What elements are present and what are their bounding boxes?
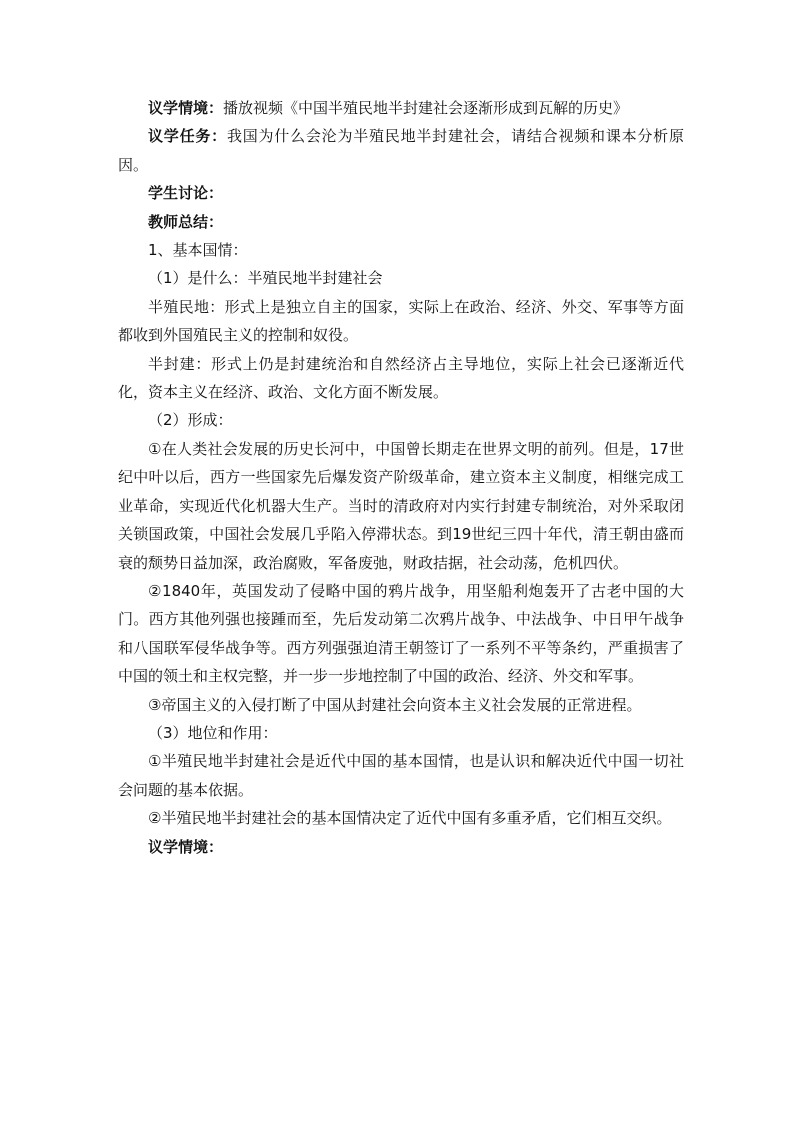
teacher-summary-heading: 教师总结： (148, 212, 224, 231)
formation-paragraph-2: ②1840年，英国发动了侵略中国的鸦片战争，用坚船利炮轰开了古老中国的大门。西方其他列强也接踵而至，先后发动第二次鸦片战争、中法战争、中日甲午战争和八国联军侵华战争等。西方列强强迫清王朝签订了一系列不平等条约，严重损害了中国的领土和主权完整，并一步一步地控制了中国的政治、经济、外交和军事。 (118, 581, 684, 686)
semi-feudal-paragraph: 半封建：形式上仍是封建统治和自然经济占主导地位，实际上社会已逐渐近代化，资本主义在经济、政治、文化方面不断发展。 (118, 354, 684, 402)
task-paragraph (118, 122, 684, 179)
task-label: 议学任务： (148, 127, 227, 146)
scenario-2-heading: 议学情境： (148, 837, 224, 856)
formation-heading: （2）形成： (148, 411, 233, 430)
scenario-text: 播放视频《中国半殖民地半封建社会逐渐形成到瓦解的历史》 (223, 99, 629, 117)
basic-condition-heading: 1、基本国情： (148, 241, 248, 260)
scenario-paragraph (118, 94, 684, 122)
formation-paragraph-3: ③帝国主义的入侵打断了中国从封建社会向资本主义社会发展的正常进程。 (148, 695, 642, 714)
role-paragraph-1: ①半殖民地半封建社会是近代中国的基本国情，也是认识和解决近代中国一切社会问题的基本依据。 (118, 752, 684, 799)
document-page (118, 94, 684, 861)
role-heading: （3）地位和作用： (148, 723, 278, 742)
semi-colonial-paragraph: 半殖民地：形式上是独立自主的国家，实际上在政治、经济、外交、军事等方面都收到外国殖民主义的控制和奴役。 (118, 297, 684, 345)
task-text: 我国为什么会沦为半殖民地半封建社会，请结合视频和课本分析原因。 (118, 127, 684, 174)
scenario-label: 议学情境： (148, 99, 224, 117)
role-paragraph-2: ②半殖民地半封建社会的基本国情决定了近代中国有多重矛盾，它们相互交织。 (148, 809, 672, 828)
student-discussion-heading: 学生讨论： (148, 184, 224, 203)
what-is-heading: （1）是什么：半殖民地半封建社会 (148, 269, 383, 288)
formation-paragraph-1: ①在人类社会发展的历史长河中，中国曾长期走在世界文明的前列。但是，17世纪中叶以后，西方一些国家先后爆发资产阶级革命，建立资本主义制度，相继完成工业革命，实现近代化机器大生产。当时的清政府对内实行封建专制统治，对外采取闭关锁国政策，中国社会发展几乎陷入停滞状态。到19世纪三四十年代，清王朝由盛而衰的颓势日益加深，政治腐败，军备废弛，财政拮据，社会动荡，危机四伏。 (118, 439, 684, 572)
